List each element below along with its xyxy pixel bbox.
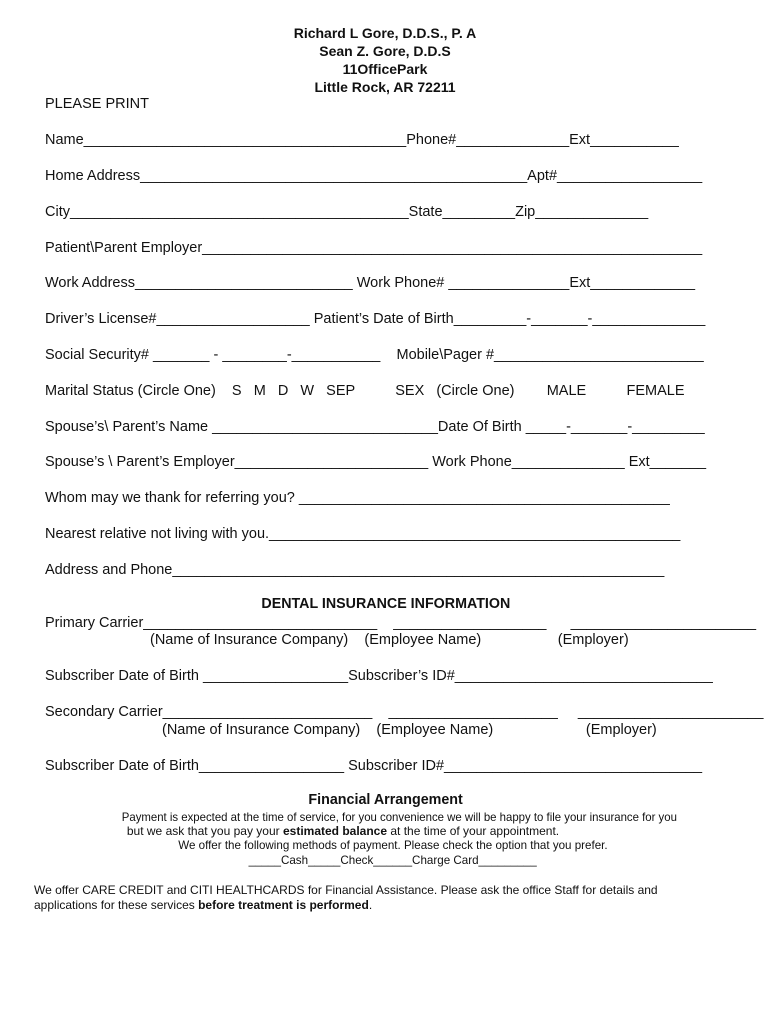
payment-method-options[interactable]: _____Cash_____Check______Charge Card_________ xyxy=(248,853,537,867)
secondary-carrier-sublabels: (Name of Insurance Company) (Employee Name) (Employer) xyxy=(162,722,657,738)
practice-name-line: Richard L Gore, D.D.S., P. A xyxy=(293,25,477,41)
primary-carrier-field[interactable]: Primary Carrier_____________________________ ___________________ _______________________ xyxy=(45,615,757,631)
estimated-balance-text: estimated balance xyxy=(282,824,388,838)
financing-note-line-1: We offer CARE CREDIT and CITI HEALTHCARDS for Financial Assistance. Please ask the office Staff for details and xyxy=(34,883,658,897)
financial-policy-line-1: Payment is expected at the time of service, for you convenience we will be happy to file your insurance for you xyxy=(121,810,677,824)
city-state-zip-field[interactable]: City__________________________________________State_________Zip______________ xyxy=(45,204,649,220)
financial-policy-line-2-end: at the time of your appointment. xyxy=(387,824,560,838)
nearest-relative-field[interactable]: Nearest relative not living with you.___________________________________________________ xyxy=(45,526,681,542)
secondary-carrier-field[interactable]: Secondary Carrier__________________________ _____________________ _______________________ xyxy=(45,704,764,720)
financing-note-line-2-end: . xyxy=(368,898,373,912)
please-print-label: PLEASE PRINT xyxy=(45,96,149,112)
home-address-field[interactable]: Home Address________________________________________________Apt#__________________ xyxy=(45,168,703,184)
practice-header xyxy=(0,24,770,96)
drivers-license-field[interactable]: Driver’s License#___________________ Patient’s Date of Birth_________-_______-______________ xyxy=(45,311,706,327)
city-state-zip-line: Little Rock, AR 72211 xyxy=(314,79,456,95)
payment-methods-intro: We offer the following methods of payment. Please check the option that you prefer. xyxy=(178,838,608,852)
marital-status-sex-field[interactable]: Marital Status (Circle One) S M D W SEP SEX (Circle One) MALE FEMALE xyxy=(45,383,685,399)
referral-field[interactable]: Whom may we thank for referring you? ______________________________________________ xyxy=(45,490,670,506)
financing-note-line-2 xyxy=(34,898,372,913)
social-security-field[interactable]: Social Security# _______ - ________-___________ Mobile\Pager #__________________________ xyxy=(45,347,704,363)
street-address-line: 11OfficePark xyxy=(342,61,428,77)
financial-section-title: Financial Arrangement xyxy=(308,792,463,808)
primary-carrier-sublabels: (Name of Insurance Company) (Employee Name) (Employer) xyxy=(150,632,629,648)
before-treatment-text: before treatment is performed xyxy=(198,898,369,912)
secondary-subscriber-field[interactable]: Subscriber Date of Birth__________________ Subscriber ID#________________________________ xyxy=(45,758,703,774)
work-address-field[interactable]: Work Address___________________________ Work Phone# _______________Ext_____________ xyxy=(45,275,696,291)
financial-policy-line-2-start: but we ask that you pay your xyxy=(126,824,283,838)
dentist-name-line: Sean Z. Gore, D.D.S xyxy=(319,43,451,59)
spouse-employer-field[interactable]: Spouse’s \ Parent’s Employer________________________ Work Phone______________ Ext_______ xyxy=(45,454,707,470)
primary-subscriber-field[interactable]: Subscriber Date of Birth __________________Subscriber’s ID#________________________________ xyxy=(45,668,713,684)
address-phone-field[interactable]: Address and Phone_____________________________________________________________ xyxy=(45,562,665,578)
insurance-section-title: DENTAL INSURANCE INFORMATION xyxy=(261,596,511,612)
spouse-name-field[interactable]: Spouse’s\ Parent’s Name ____________________________Date Of Birth _____-_______-_________ xyxy=(45,419,705,435)
name-phone-field[interactable]: Name________________________________________Phone#______________Ext___________ xyxy=(45,132,679,148)
financial-policy-line-2 xyxy=(0,824,728,839)
employer-field[interactable]: Patient\Parent Employer______________________________________________________________ xyxy=(45,240,703,256)
financing-note-line-2-start: applications for these services xyxy=(34,898,199,912)
